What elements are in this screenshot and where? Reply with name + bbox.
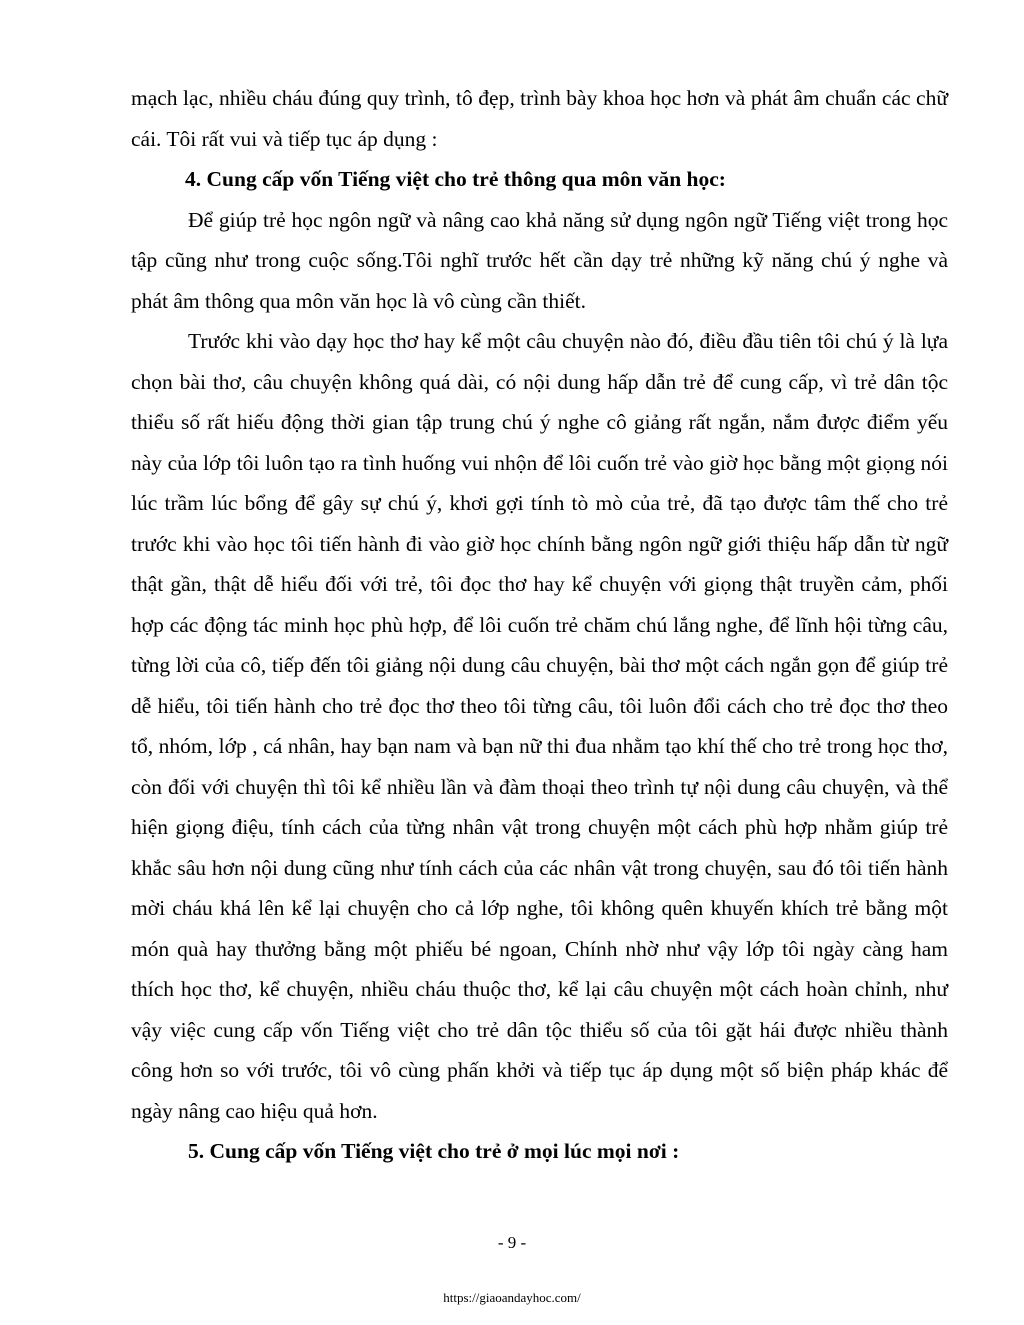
paragraph-method: Trước khi vào dạy học thơ hay kể một câu chuyện nào đó, điều đầu tiên tôi chú ý là lựa chọn bài thơ, câu chuyện không quá dài, có nội dung hấp dẫn trẻ để cung cấp, vì trẻ dân tộc thiểu số rất hiếu động thời gian tập trung chú ý nghe cô giảng rất ngắn, nắm được điểm yếu này của lớp tôi luôn tạo ra tình huống vui nhộn để lôi cuốn trẻ vào giờ học bằng một giọng nói lúc trầm lúc bổng để gây sự chú ý, khơi gợi tính tò mò của trẻ, đã tạo được tâm thế cho trẻ trước khi vào học tôi tiến hành đi vào giờ học chính bằng ngôn ngữ giới thiệu hấp dẫn từ ngữ thật gần, thật dễ hiểu đối với trẻ, tôi đọc thơ hay kể chuyện với giọng thật truyền cảm, phối hợp các động tác minh học phù hợp, để lôi cuốn trẻ chăm chú lắng nghe, để lĩnh hội từng câu, từng lời của cô, tiếp đến tôi giảng nội dung câu chuyện, bài thơ một cách ngắn gọn để giúp trẻ dễ hiểu, tôi tiến hành cho trẻ đọc thơ theo tôi từng câu, tôi luôn đổi cách cho trẻ đọc thơ theo tổ, nhóm, lớp , cá nhân, hay bạn nam và bạn nữ thi đua nhằm tạo khí thế cho trẻ trong học thơ, còn đối với chuyện thì tôi kể nhiều lần và đàm thoại theo trình tự nội dung câu chuyện, và thể hiện giọng điệu, tính cách của từng nhân vật trong chuyện một cách phù hợp nhằm giúp trẻ khắc sâu hơn nội dung cũng như tính cách của các nhân vật trong chuyện, sau đó tôi tiến hành mời cháu khá lên kể lại chuyện cho cả lớp nghe, tôi không quên khuyến khích trẻ bằng một món quà hay thưởng bằng một phiếu bé ngoan, Chính nhờ như vậy lớp tôi ngày càng ham thích học thơ, kể chuyện, nhiều cháu thuộc thơ, kể lại câu chuyện một cách hoàn chỉnh, như vậy việc cung cấp vốn Tiếng việt cho trẻ dân tộc thiểu số của tôi gặt hái được nhiều thành công hơn so với trước, tôi vô cùng phấn khởi và tiếp tục áp dụng một số biện pháp khác để ngày nâng cao hiệu quả hơn.	[131, 329, 948, 1123]
page-number: - 9 -	[497, 1233, 527, 1252]
footer-url: https://giaoandayhoc.com/	[443, 1290, 581, 1305]
paragraph-intro: Để giúp trẻ học ngôn ngữ và nâng cao khả năng sử dụng ngôn ngữ Tiếng việt trong học tập cũng như trong cuộc sống.Tôi nghĩ trước hết cần dạy trẻ những kỹ năng chú ý nghe và phát âm thông qua môn văn học là vô cùng cần thiết.	[131, 207, 948, 313]
document-body	[131, 78, 948, 1172]
section-heading-4: 4. Cung cấp vốn Tiếng việt cho trẻ thông qua môn văn học:	[185, 167, 726, 191]
section-heading-5: 5. Cung cấp vốn Tiếng việt cho trẻ ở mọi lúc mọi nơi :	[188, 1139, 680, 1163]
continuation-paragraph: mạch lạc, nhiều cháu đúng quy trình, tô đẹp, trình bày khoa học hơn và phát âm chuẩn các chữ cái. Tôi rất vui và tiếp tục áp dụng :	[131, 86, 948, 151]
